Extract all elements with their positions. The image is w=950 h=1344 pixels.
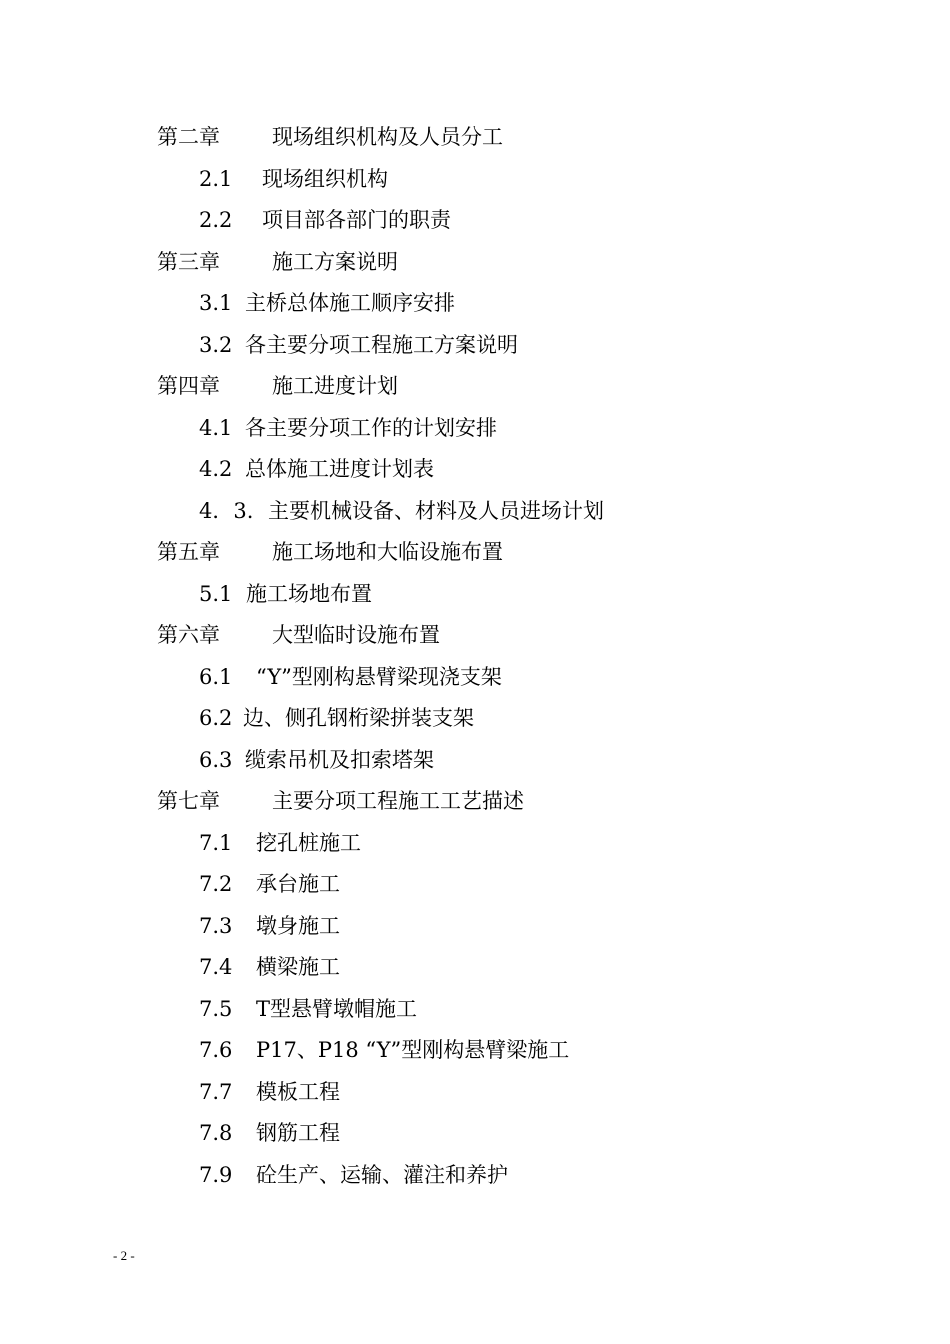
- toc-section-number: 6.3: [199, 747, 233, 772]
- toc-section-number: 6.1: [199, 664, 233, 689]
- toc-section: [0, 491, 950, 533]
- toc-section-number: 2.2: [199, 208, 233, 232]
- toc-section-number: 6.2: [199, 706, 233, 730]
- toc-section-title: 主要机械设备、材料及人员进场计划: [268, 498, 604, 523]
- toc-section-title: 挖孔桩施工: [256, 830, 361, 855]
- toc-section: [0, 1072, 950, 1114]
- toc-section: [0, 1030, 950, 1072]
- toc-section-title: 墩身施工: [256, 913, 340, 938]
- toc-section-number: 7.2: [199, 872, 233, 896]
- toc-section-title: 各主要分项工作的计划安排: [245, 415, 497, 440]
- toc-chapter: [0, 366, 950, 408]
- toc-section-number: 4.1: [199, 415, 233, 440]
- toc-section-number: 7.6: [199, 1038, 233, 1062]
- toc-chapter: [0, 117, 950, 159]
- toc-section: [0, 906, 950, 948]
- toc-section-title: 边、侧孔钢桁梁拼装支架: [243, 706, 474, 730]
- toc-chapter-number: 第五章: [157, 540, 220, 564]
- page-number: - 2 -: [113, 1248, 135, 1263]
- toc-section-number: 7.5: [199, 996, 233, 1021]
- toc-chapter-number: 第七章: [157, 789, 220, 813]
- toc-section-number: 7.1: [199, 830, 233, 855]
- toc-section-title: 主桥总体施工顺序安排: [245, 291, 455, 315]
- toc-section-number: 5.1: [199, 581, 233, 606]
- toc-chapter-number: 第四章: [157, 374, 220, 398]
- toc-section-number: 4．3.: [199, 498, 254, 523]
- toc-section-title: 各主要分项工程施工方案说明: [245, 332, 518, 357]
- toc-section: [0, 823, 950, 865]
- toc-section-number: 7.4: [199, 955, 233, 979]
- toc-section-number: 3.2: [199, 332, 233, 357]
- toc-chapter-title: 现场组织机构及人员分工: [272, 125, 503, 149]
- toc-chapter-title: 施工方案说明: [272, 249, 398, 274]
- toc-section: [0, 740, 950, 782]
- toc-section-title: 砼生产、运输、灌注和养护: [256, 1162, 508, 1187]
- toc-section: [0, 1113, 950, 1155]
- toc-section-number: 7.3: [199, 913, 233, 938]
- toc-section: [0, 864, 950, 906]
- toc-chapter: [0, 615, 950, 657]
- toc-section-number: 7.7: [199, 1079, 233, 1104]
- toc-section-title: 施工场地布置: [246, 581, 372, 606]
- toc-section: [0, 1155, 950, 1197]
- toc-section-number: 4.2: [199, 457, 233, 481]
- toc-section-title: 总体施工进度计划表: [245, 457, 434, 481]
- table-of-contents: [0, 117, 950, 1196]
- toc-section: [0, 283, 950, 325]
- toc-section-title: “Y”型刚构悬臂梁现浇支架: [256, 664, 502, 689]
- toc-section-title: 钢筋工程: [256, 1121, 340, 1145]
- toc-section: [0, 989, 950, 1031]
- toc-chapter-number: 第六章: [157, 623, 220, 647]
- toc-section-number: 7.8: [199, 1121, 233, 1145]
- toc-chapter-title: 大型临时设施布置: [272, 623, 440, 647]
- toc-section: [0, 698, 950, 740]
- toc-section-title: T型悬臂墩帽施工: [256, 996, 418, 1021]
- toc-chapter-number: 第二章: [157, 125, 220, 149]
- toc-section: [0, 947, 950, 989]
- toc-chapter-title: 施工进度计划: [272, 374, 398, 398]
- toc-section-title: 横梁施工: [256, 955, 340, 979]
- toc-section: [0, 574, 950, 616]
- toc-section-number: 7.9: [199, 1162, 233, 1187]
- toc-chapter: [0, 242, 950, 284]
- toc-chapter: [0, 532, 950, 574]
- toc-section: [0, 657, 950, 699]
- toc-chapter-title: 主要分项工程施工工艺描述: [272, 789, 524, 813]
- toc-section: [0, 449, 950, 491]
- toc-section: [0, 408, 950, 450]
- toc-section-title: 项目部各部门的职责: [262, 208, 451, 232]
- toc-section-title: 现场组织机构: [262, 166, 388, 191]
- toc-section-title: P17、P18 “Y”型刚构悬臂梁施工: [256, 1038, 570, 1062]
- toc-chapter-number: 第三章: [157, 249, 220, 274]
- toc-chapter-title: 施工场地和大临设施布置: [272, 540, 503, 564]
- toc-section-title: 缆索吊机及扣索塔架: [245, 747, 434, 772]
- toc-section-title: 模板工程: [256, 1079, 340, 1104]
- toc-section-title: 承台施工: [256, 872, 340, 896]
- toc-section: [0, 159, 950, 201]
- toc-section-number: 2.1: [199, 166, 233, 191]
- toc-section: [0, 325, 950, 367]
- toc-chapter: [0, 781, 950, 823]
- toc-section: [0, 200, 950, 242]
- toc-section-number: 3.1: [199, 291, 233, 315]
